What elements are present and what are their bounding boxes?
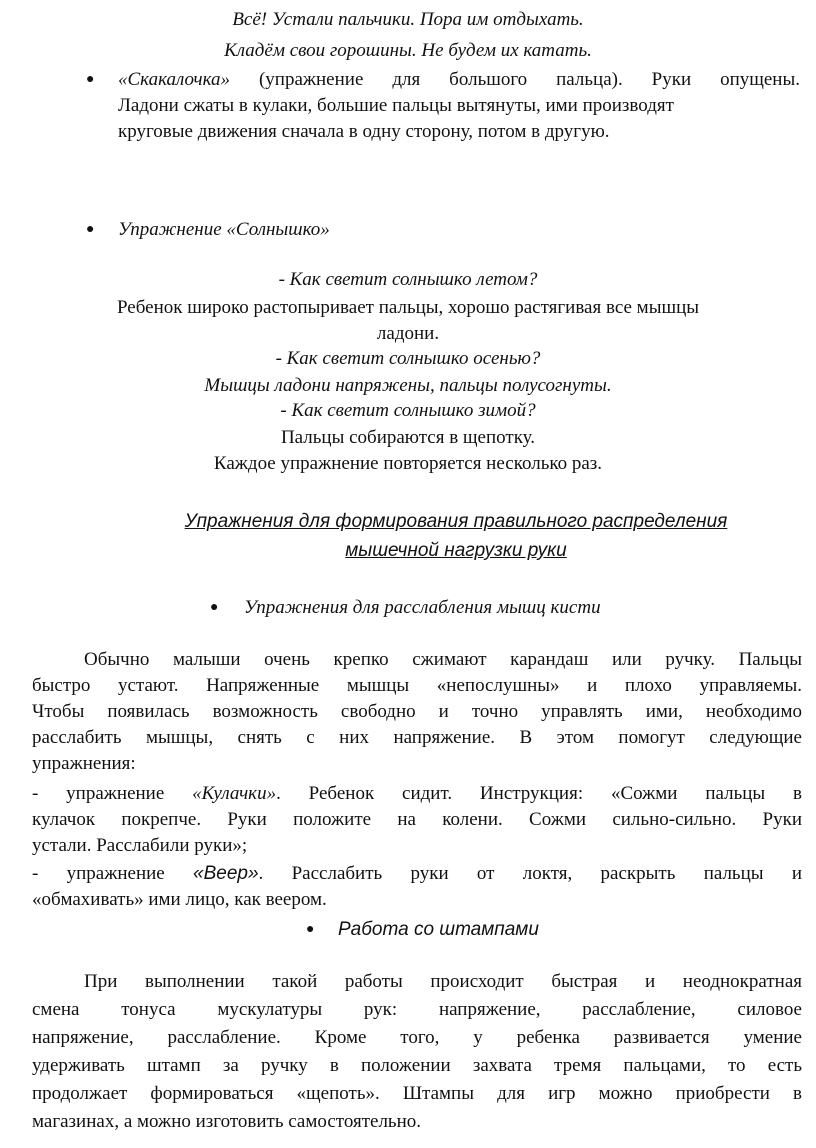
kulachki-name: «Кулачки» [192, 783, 277, 804]
kulachki-text: . Ребенок сидит. Инструкция: «Сожми пальцы в [276, 783, 802, 804]
skakalochka-line-2: Ладони сжаты в кулаки, большие пальцы вытянуты, ими производят [118, 95, 674, 116]
skakalochka-line-1 [118, 68, 800, 92]
solnyshko-a3: Пальцы собираются в щепотку. [280, 427, 536, 448]
kulachki-line-3: устали. Расслабили руки»; [32, 835, 248, 856]
veer-name: «Веер» [193, 863, 259, 884]
solnyshko-q3: - Как светит солнышко зимой? [280, 400, 536, 421]
kulachki-line-2: кулачок покрепче. Руки положите на колени. Сожми сильно-сильно. Руки [32, 809, 802, 830]
stamps-para-line-3: напряжение, расслабление. Кроме того, у ребенка развивается умение [32, 1027, 802, 1048]
skakalochka-name: «Скакалочка» [118, 69, 231, 90]
relax-para-line-1: Обычно малыши очень крепко сжимают карандаш или ручку. Пальцы [84, 649, 802, 670]
bullet-icon: ● [86, 222, 95, 237]
relax-para-line-5: упражнения: [32, 753, 136, 774]
kulachki-prefix: - упражнение [32, 783, 193, 804]
section-title-line-2: мышечной нагрузки руки [345, 540, 567, 561]
relax-para-line-2: быстро устают. Напряженные мышцы «непослушны» и плохо управляемы. [32, 675, 802, 696]
solnyshko-title: Упражнение «Солнышко» [118, 219, 330, 240]
stamps-para-line-5: продолжает формироваться «щепоть». Штампы для игр можно приобрести в [32, 1083, 802, 1104]
solnyshko-a2: Мышцы ладони напряжены, пальцы полусогнуты. [204, 375, 612, 396]
skakalochka-text-1: (упражнение для большого пальца). Руки опущены. [230, 69, 800, 90]
relax-title: Упражнения для расслабления мышц кисти [244, 597, 601, 618]
relax-para-line-4: расслабить мышцы, снять с них напряжение. В этом помогут следующие [32, 727, 802, 748]
bullet-icon: ● [306, 922, 315, 937]
stamps-para-line-4: удерживать штамп за ручку в положении захвата тремя пальцами, то есть [32, 1055, 802, 1076]
stamps-title: Работа со штампами [338, 919, 539, 940]
veer-line-2: «обмахивать» ими лицо, как веером. [32, 889, 327, 910]
poem-line-1: Всё! Устали пальчики. Пора им отдыхать. [232, 9, 584, 30]
solnyshko-a1-line-2: ладони. [376, 323, 440, 344]
stamps-para-line-6: магазинах, а можно изготовить самостоятельно. [32, 1111, 422, 1132]
skakalochka-line-3: круговые движения сначала в одну сторону, потом в другую. [118, 121, 610, 142]
stamps-para-line-2: смена тонуса мускулатуры рук: напряжение, расслабление, силовое [32, 999, 802, 1020]
kulachki-line-1 [32, 782, 802, 806]
bullet-icon: ● [86, 72, 95, 87]
section-title-line-1: Упражнения для формирования правильного распределения [184, 511, 728, 532]
stamps-para-line-1: При выполнении такой работы происходит быстрая и неоднократная [84, 971, 802, 992]
relax-para-line-3: Чтобы появилась возможность свободно и точно управлять ими, необходимо [32, 701, 802, 722]
poem-line-2: Кладём свои горошины. Не будем их катать. [224, 40, 592, 61]
veer-text: . Расслабить руки от локтя, раскрыть пальцы и [258, 863, 802, 884]
bullet-icon: ● [210, 600, 219, 615]
solnyshko-q1: - Как светит солнышко летом? [278, 269, 538, 290]
veer-prefix: - упражнение [32, 863, 194, 884]
solnyshko-repeat: Каждое упражнение повторяется несколько раз. [213, 453, 603, 474]
veer-line-1 [32, 862, 802, 886]
solnyshko-a1-line-1: Ребенок широко растопыривает пальцы, хорошо растягивая все мышцы [116, 297, 700, 318]
solnyshko-q2: - Как светит солнышко осенью? [275, 348, 541, 369]
